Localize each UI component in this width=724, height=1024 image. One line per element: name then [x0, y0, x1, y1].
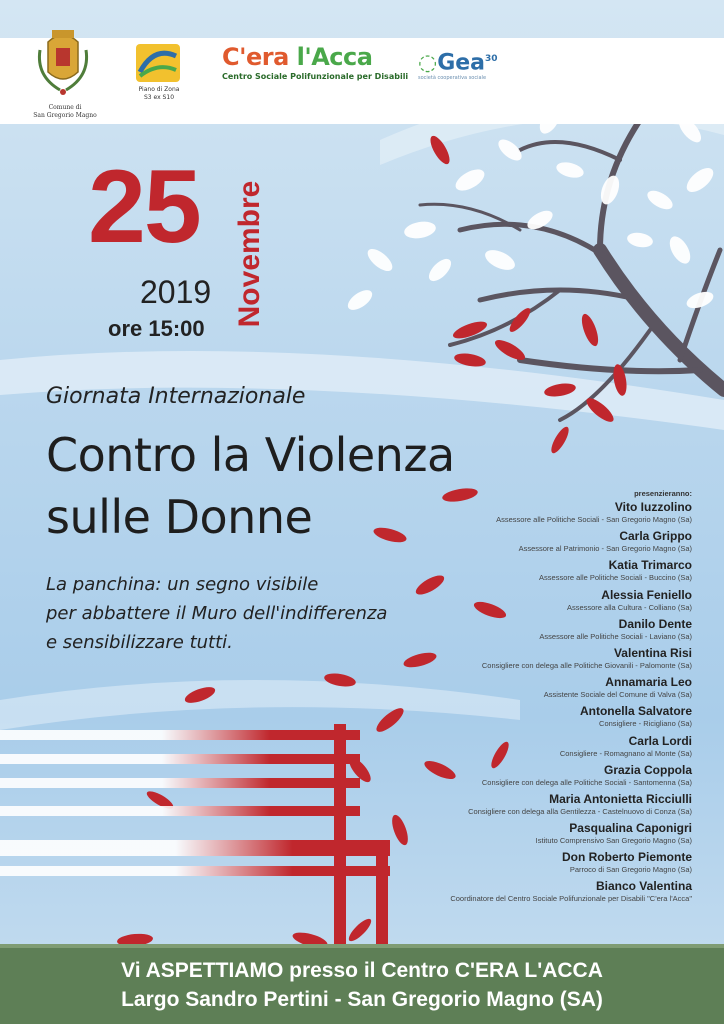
speaker-role: Assistente Sociale del Comune di Valva (Sa) [543, 690, 692, 700]
speaker-name: Vito Iuzzolino [614, 500, 692, 514]
event-day: 25 [88, 149, 200, 265]
comune-crest-icon [30, 20, 96, 104]
footer-line1: Vi ASPETTIAMO presso il Centro C'ERA L'ACCA [121, 959, 603, 982]
speaker-name: Carla Grippo [619, 529, 692, 544]
speaker-item [372, 558, 692, 587]
speaker-name: Carla Lordi [628, 733, 692, 748]
main-title-line1: Contro la Violenza [46, 428, 455, 482]
bench [0, 724, 390, 948]
footer-line2: Largo Sandro Pertini - San Gregorio Magno (SA) [121, 988, 603, 1011]
speaker-role: Parroco di San Gregorio Magno (Sa) [569, 865, 692, 875]
speaker-item [372, 617, 692, 646]
tagline-line3: e sensibilizzare tutti. [46, 632, 233, 653]
gea-years: 30 [485, 54, 498, 64]
speaker-name: Pasqualina Caponigri [569, 821, 692, 836]
speaker-role: Consigliere con delega alle Politiche Sociali - Santomenna (Sa) [481, 777, 692, 787]
comune-logo [30, 20, 96, 120]
speaker-role: Coordinatore del Centro Sociale Polifunzionale per Disabili "C'era l'Acca" [450, 894, 692, 904]
event-subtitle: Giornata Internazionale [46, 384, 306, 409]
speaker-item [372, 500, 692, 529]
gea-name: Gea [437, 50, 486, 76]
acca-subtitle: Centro Sociale Polifunzionale per Disabili [222, 72, 409, 81]
acca-title-part1: C'era [222, 43, 289, 71]
speaker-item [372, 734, 692, 763]
speaker-role: Consigliere con delega alla Gentilezza - Castelnuovo di Conza (Sa) [468, 806, 692, 816]
piano-caption-line2: S3 ex S10 [143, 94, 175, 101]
speaker-role: Assessore alla Cultura - Colliano (Sa) [566, 602, 692, 612]
speaker-name: Don Roberto Piemonte [561, 850, 692, 865]
speaker-item [372, 879, 692, 908]
event-month: Novembre [233, 180, 266, 328]
tagline-line2: per abbattere il Muro dell'indifferenza [46, 603, 388, 624]
event-year: 2019 [140, 274, 212, 310]
speaker-name: Alessia Feniello [601, 587, 692, 602]
speaker-item [372, 792, 692, 821]
gea-logo [418, 48, 538, 84]
gea-subtitle: società cooperativa sociale [418, 75, 487, 82]
main-title-line2: sulle Donne [46, 490, 313, 544]
speaker-item [372, 821, 692, 850]
speaker-role: Istituto Comprensivo San Gregorio Magno (Sa) [535, 836, 692, 846]
piano-caption-line1: Piano di Zona [138, 86, 180, 93]
tagline-line1: La panchina: un segno visibile [46, 574, 319, 595]
speaker-name: Valentina Risi [613, 645, 692, 660]
speaker-item [372, 588, 692, 617]
speaker-item [372, 763, 692, 792]
piano-di-zona-icon [134, 42, 182, 84]
speaker-role: Assessore alle Politiche Sociali - Laviano (Sa) [539, 631, 692, 641]
speaker-item [372, 850, 692, 879]
speaker-role: Consigliere - Romagnano al Monte (Sa) [559, 748, 692, 758]
piano-di-zona-logo [134, 42, 184, 118]
speaker-name: Maria Antonietta Ricciulli [549, 791, 692, 806]
footer-banner [0, 948, 724, 1024]
speaker-name: Grazia Coppola [603, 762, 692, 777]
speaker-item [372, 675, 692, 704]
acca-title-part2: l'Acca [296, 43, 373, 71]
speaker-name: Bianco Valentina [595, 879, 692, 894]
speaker-role: Assessore al Patrimonio - San Gregorio Magno (Sa) [518, 544, 692, 554]
speaker-role: Assessore alle Politiche Sociali - San Gregorio Magno (Sa) [496, 515, 692, 524]
comune-caption-line2: San Gregorio Magno [33, 112, 97, 119]
speakers-list [372, 488, 692, 938]
speaker-name: Danilo Dente [618, 616, 692, 631]
speaker-role: Consigliere - Ricigliano (Sa) [599, 719, 692, 729]
speaker-item [372, 704, 692, 733]
cera-lacca-logo [222, 43, 409, 84]
speaker-item [372, 646, 692, 675]
event-time: ore 15:00 [108, 316, 205, 341]
speaker-role: Consigliere con delega alle Politiche Giovanili - Palomonte (Sa) [481, 660, 692, 670]
speaker-name: Antonella Salvatore [579, 704, 692, 719]
speaker-item [372, 529, 692, 558]
speaker-role: Assessore alle Politiche Sociali - Buccino (Sa) [539, 573, 692, 583]
speaker-name: Annamaria Leo [605, 675, 692, 690]
comune-caption-line1: Comune di [48, 104, 82, 111]
gea-swirl-icon: ◌ [418, 50, 438, 76]
speakers-intro: presenzieranno: [634, 489, 692, 498]
speaker-name: Katia Trimarco [608, 558, 692, 573]
